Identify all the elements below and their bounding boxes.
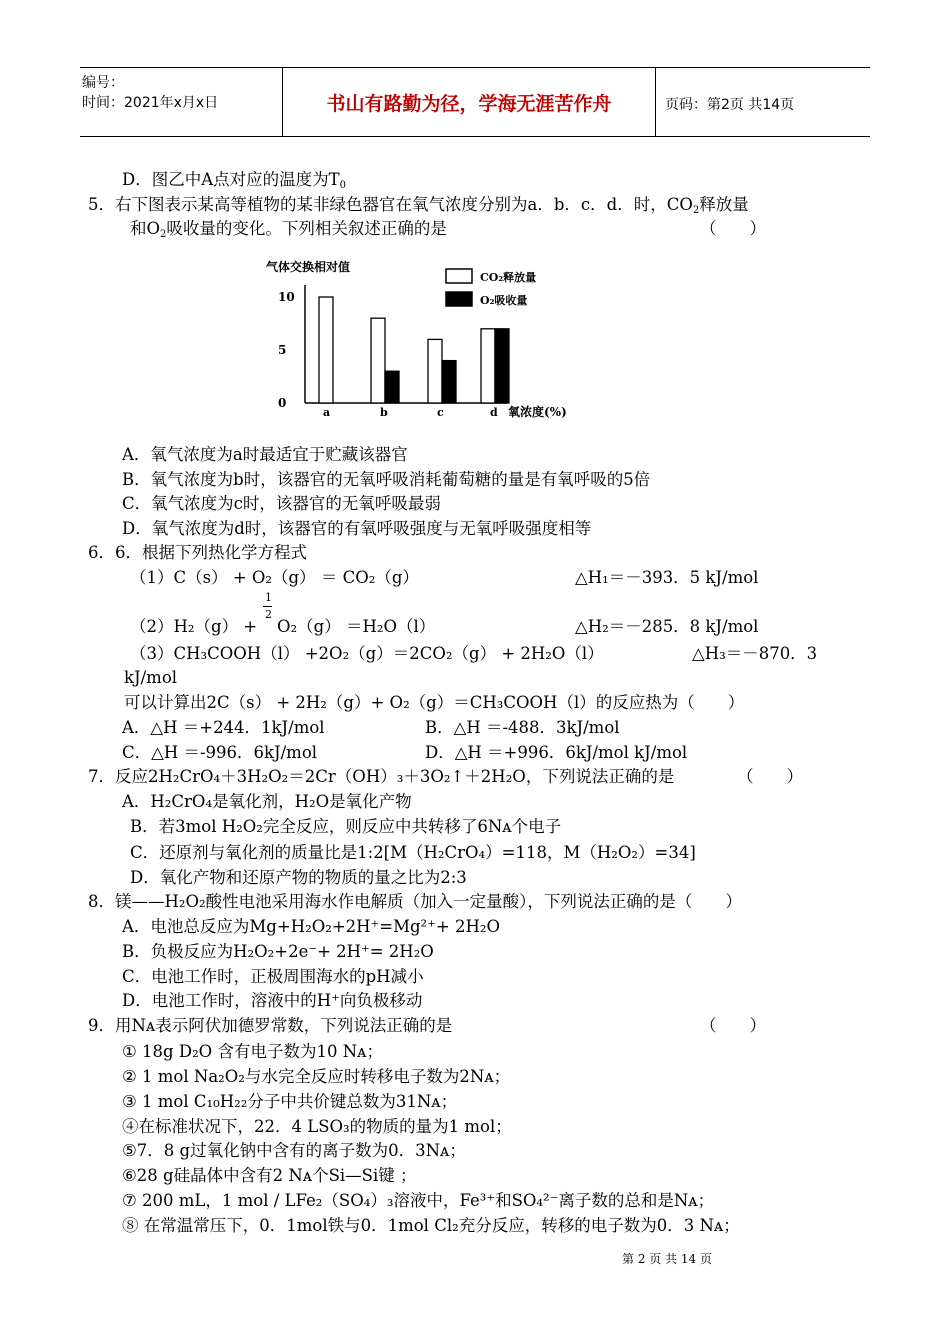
q9-item-8: ⑧ 在常温常压下，0．1mol铁与0．1mol Cl₂充分反应，转移的电子数为0．3 Nᴀ； [122,1216,740,1235]
q6-option-d: D．△H ＝+996．6kJ/mol kJ/mol [425,743,688,762]
fraction-bar [263,606,272,607]
x-axis-label: 氧浓度(%) [508,405,567,419]
y-tick-label: 0 [278,396,287,410]
q8-option-b: B．负极反应为H₂O₂+2e⁻+ 2H⁺= 2H₂O [122,942,434,961]
x-tick-label: a [323,406,331,419]
q9-item-1: ① 18g D₂O 含有电子数为10 Nᴀ； [122,1042,383,1061]
fraction-denominator: 2 [265,608,272,621]
page-header [80,67,870,137]
legend-label-o2: O₂吸收量 [480,294,528,307]
q8-option-d: D．电池工作时，溶液中的H⁺向负极移动 [122,991,423,1010]
q9-item-4: ④在标准状况下，22．4 LSO₃的物质的量为1 mol； [122,1117,512,1136]
q7-stem: 7．反应2H₂CrO₄＋3H₂O₂＝2Cr（OH）₃＋3O₂↑＋2H₂O，下列说法正确的是 [88,767,675,786]
page-number-label: 页码：第2页 共14页 [665,97,795,113]
q9-item-2: ② 1 mol Na₂O₂与水完全反应时转移电子数为2Nᴀ； [122,1067,511,1086]
bar-co2-b [371,318,385,403]
y-tick-label: 5 [278,343,287,357]
q7-option-a: A．H₂CrO₄是氧化剂，H₂O是氧化产物 [122,792,412,811]
legend-swatch-co2 [446,269,472,283]
fraction-numerator: 1 [265,591,272,604]
header-info [80,68,280,136]
q7-answer-paren: （ ） [737,767,803,786]
q8-option-a: A．电池总反应为Mg+H₂O₂+2H⁺=Mg²⁺+ 2H₂O [122,917,500,936]
q5-option-c: C．氧气浓度为c时，该器官的无氧呼吸最弱 [122,494,441,513]
q7-option-d: D．氧化产物和还原产物的物质的量之比为2:3 [130,868,467,887]
q6-option-c: C．△H ＝-996．6kJ/mol [122,743,318,762]
q5-option-a: A．氧气浓度为a时最适宜于贮藏该器官 [122,445,408,464]
q6-dh2: △H₂＝－285．8 kJ/mol [575,617,759,636]
q9-item-6: ⑥28 g硅晶体中含有2 Nᴀ个Si—Si键 ； [122,1166,417,1185]
q9-item-5: ⑤7．8 g过氧化钠中含有的离子数为0．3Nᴀ； [122,1141,466,1160]
x-tick-label: d [490,406,498,419]
number-label: 编号： [82,75,124,91]
q5-answer-paren: （ ） [700,219,766,238]
bar-co2-c [428,339,442,403]
q9-stem: 9．用Nᴀ表示阿伏加德罗常数，下列说法正确的是 [88,1016,453,1035]
x-tick-label: c [437,406,444,419]
q5-stem-line2: 和$O_2$吸收量的变化。下列相关叙述正确的是 [130,219,447,240]
q4-option-d: D．图乙中A点对应的温度为$T_0$ [122,170,347,191]
page-footer: 第 2 页 共 14 页 [622,1252,712,1266]
q6-stem: 6．6．根据下列热化学方程式 [88,543,307,562]
bar-o2-c [442,361,456,403]
q7-option-c: C．还原剂与氧化剂的质量比是1:2[M（H₂CrO₄）=118，M（H₂O₂）=34] [130,843,696,862]
q6-dh3-unit: kJ/mol [124,668,178,687]
bar-co2-d [481,329,495,403]
legend-swatch-o2 [446,292,472,306]
gas-exchange-chart [262,255,582,425]
q6-equation-3: （3）CH₃COOH（l） +2O₂（g）＝2CO₂（g） + 2H₂O（l） [130,644,604,663]
bar-co2-a [319,297,333,403]
q8-stem: 8．镁——H₂O₂酸性电池采用海水作电解质（加入一定量酸），下列说法正确的是（ ） [88,892,742,911]
header-motto: 书山有路勤为径，学海无涯苦作舟 [282,68,656,136]
q7-option-b: B．若3mol H₂O₂完全反应，则反应中共转移了6Nᴀ个电子 [130,817,562,836]
time-label: 时间：2021年x月x日 [82,95,219,111]
x-tick-label: b [380,406,388,419]
q6-option-a: A．△H ＝+244．1kJ/mol [122,718,325,737]
q6-equation-2a: （2）H₂（g） + [130,617,258,636]
q9-item-7: ⑦ 200 mL，1 mol / LFe₂（SO₄）₃溶液中，Fe³⁺和SO₄²⁻离子数的总和是Nᴀ； [122,1191,715,1210]
q9-answer-paren: （ ） [700,1016,766,1035]
q8-option-c: C．电池工作时，正极周围海水的pH减小 [122,967,424,986]
q6-dh3: △H₃＝－870．3 [692,644,818,663]
q6-equation-1: （1）C（s） + O₂（g） ＝ CO₂（g） [130,568,419,587]
q6-option-b: B．△H ＝-488．3kJ/mol [425,718,620,737]
chart-title: 气体交换相对值 [266,260,351,274]
q5-option-b: B．氧气浓度为b时，该器官的无氧呼吸消耗葡萄糖的量是有氧呼吸的5倍 [122,470,651,489]
bar-o2-d [495,329,509,403]
q5-option-d: D．氧气浓度为d时，该器官的有氧呼吸强度与无氧呼吸强度相等 [122,519,592,538]
bar-o2-b [385,371,399,403]
q6-question: 可以计算出2C（s） + 2H₂（g）+ O₂（g）＝CH₃COOH（l）的反应热为（ ） [124,693,745,712]
q6-dh1: △H₁＝－393．5 kJ/mol [575,568,759,587]
y-tick-label: 10 [278,290,295,304]
q6-equation-2b: O₂（g） ＝H₂O（l） [277,617,436,636]
legend-label-co2: CO₂释放量 [480,271,537,284]
q5-stem-line1: 5．右下图表示某高等植物的某非绿色器官在氧气浓度分别为a．b．c．d．时，$CO_2$释放量 [88,195,749,216]
q9-item-3: ③ 1 mol C₁₀H₂₂分子中共价键总数为31Nᴀ； [122,1092,458,1111]
